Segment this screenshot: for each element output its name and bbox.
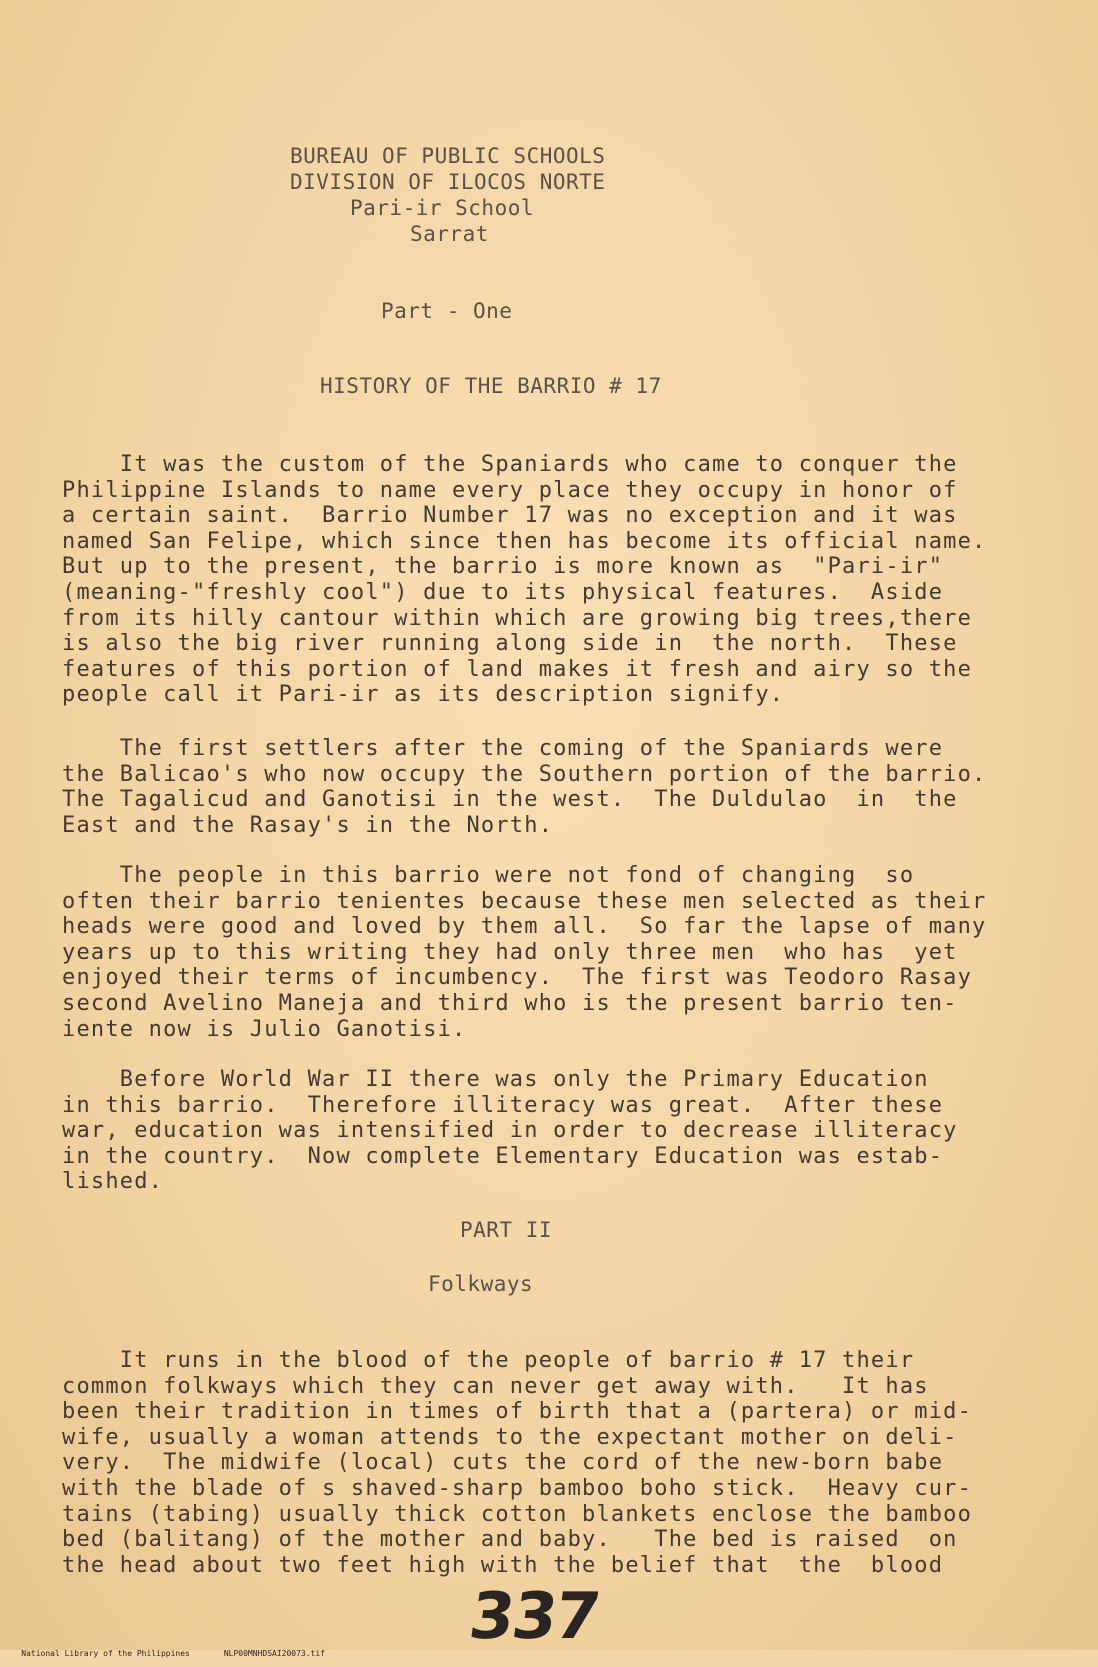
- paragraph-settlers: The first settlers after the coming of the Spaniards were the Balicao's who now occupy the Southern portion of the barrio. The Tagalicud and Ganotisi in the west. The Duldulao in the East and the Rasay's in the North.: [62, 736, 987, 838]
- history-heading: HISTORY OF THE BARRIO # 17: [320, 374, 662, 398]
- footer-institution: National Library of the Philippines: [21, 1649, 190, 1658]
- paragraph-naming: It was the custom of the Spaniards who came to conquer the Philippine Islands to name every place they occupy in honor of a certain saint. Barrio Number 17 was no exception and it was named San Felipe, which since then has become its official name. But up to the present, the barrio is more known as "Pari-ir" (meaning-"freshly cool") due to its physical features. Aside from its hilly cantour within which are growing big trees,there is also the big river running along side in the north. These features of this portion of land makes it fresh and airy so the people call it Pari-ir as its description signify.: [62, 452, 987, 708]
- part-two-heading: PART II: [460, 1218, 553, 1242]
- header-division: DIVISION OF ILOCOS NORTE: [290, 170, 606, 194]
- paragraph-tenientes: The people in this barrio were not fond of changing so often their barrio tenientes because these men selected as their heads were good and loved by them all. So far the lapse of many years up to this writing they had only three men who has yet enjoyed their terms of incumbency. The first was Teodoro Rasay second Avelino Maneja and third who is the present barrio ten- iente now is Julio Ganotisi.: [62, 863, 987, 1042]
- header-town: Sarrat: [410, 222, 489, 246]
- scan-footer: [2, 1640, 359, 1667]
- header-bureau: BUREAU OF PUBLIC SCHOOLS: [290, 144, 606, 168]
- paragraph-education: Before World War II there was only the Primary Education in this barrio. Therefore illiteracy was great. After these war, education was intensified in order to decrease illiteracy in the country. Now complete Elementary Education was estab- lished.: [62, 1067, 958, 1195]
- paragraph-folkways: It runs in the blood of the people of barrio # 17 their common folkways which they can never get away with. It has been their tradition in times of birth that a (partera) or mid- wife, usually a woman attends to the expectant mother on deli- very. The midwife (local) cuts the cord of the new-born babe with the blade of s shaved-sharp bamboo boho stick. Heavy cur- tains (tabing) usually thick cotton blankets enclose the bamboo bed (balitang) of the mother and baby. The bed is raised on the head about two feet high with the belief that the blood: [62, 1348, 973, 1578]
- folkways-heading: Folkways: [428, 1272, 534, 1296]
- footer-file-id: NLP00MNHDSAI20073.tif: [223, 1649, 325, 1658]
- handwritten-page-number: 337: [464, 1580, 603, 1654]
- part-one-heading: Part - One: [381, 299, 513, 323]
- header-school: Pari-ir School: [350, 196, 535, 220]
